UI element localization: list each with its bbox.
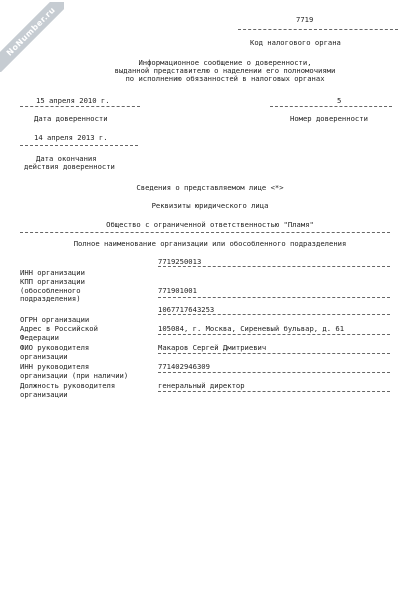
document-heading-line-3: по исполнению обязанностей в налоговых органах [125,74,325,83]
director-position-label: Должность руководителя организации [20,381,116,399]
poa-number: 5 [337,96,342,105]
divider [158,334,390,335]
director-inn-value: 771402946309 [158,362,210,371]
watermark [0,2,64,72]
representative-section-heading: Сведения о представляемом лице <*> [136,183,284,192]
watermark-text: NoNumber.ru [0,2,64,72]
poa-date-label: Дата доверенности [34,114,108,123]
divider [158,314,390,315]
organization-address-label: Адрес в Российской Федерации [20,324,98,342]
organization-kpp-label: КПП организации (обособленного подразделения) [20,277,85,304]
divider [158,297,390,298]
divider [158,391,390,392]
divider [158,372,390,373]
organization-full-name-label: Полное наименование организации или обособленного подразделения [73,239,347,248]
divider [20,232,390,233]
poa-date: 15 апреля 2010 г. [36,96,110,105]
organization-ogrn-label: ОГРН организации [20,315,90,324]
document-heading-line-1: Информационное сообщение о доверенности, [138,58,312,67]
tax-authority-code: 7719 [296,15,314,24]
director-name-value: Макаров Сергей Дмитриевич [158,343,267,352]
director-inn-label: ИНН руководителя организации (при наличии) [20,362,129,380]
poa-expiry-date: 14 апреля 2013 г. [34,133,108,142]
legal-entity-heading: Реквизиты юридического лица [151,201,269,210]
organization-address-value: 105084, г. Москва, Сиреневый бульвар, д. 61 [158,324,345,333]
divider [20,106,140,107]
organization-full-name: Общество с ограниченной ответственностью "Пламя" [106,220,314,229]
director-name-label: ФИО руководителя организации [20,343,90,361]
poa-expiry-label-line-1: Дата окончания [36,154,97,163]
divider [20,145,138,146]
divider [158,266,390,267]
tax-authority-code-label: Код налогового органа [250,38,341,47]
divider [238,29,398,30]
organization-kpp-value: 771901001 [158,286,197,295]
divider [158,353,390,354]
divider [270,106,392,107]
poa-expiry-label-line-2: действия доверенности [24,162,115,171]
director-position-value: генеральный директор [158,381,245,390]
organization-inn-label: ИНН организации [20,268,85,277]
organization-ogrn-value: 1067717643253 [158,305,215,314]
document-heading-line-2: выданной представителю о наделении его полномочиями [114,66,336,75]
poa-number-label: Номер доверенности [290,114,368,123]
organization-inn-value: 7719250013 [158,257,202,266]
